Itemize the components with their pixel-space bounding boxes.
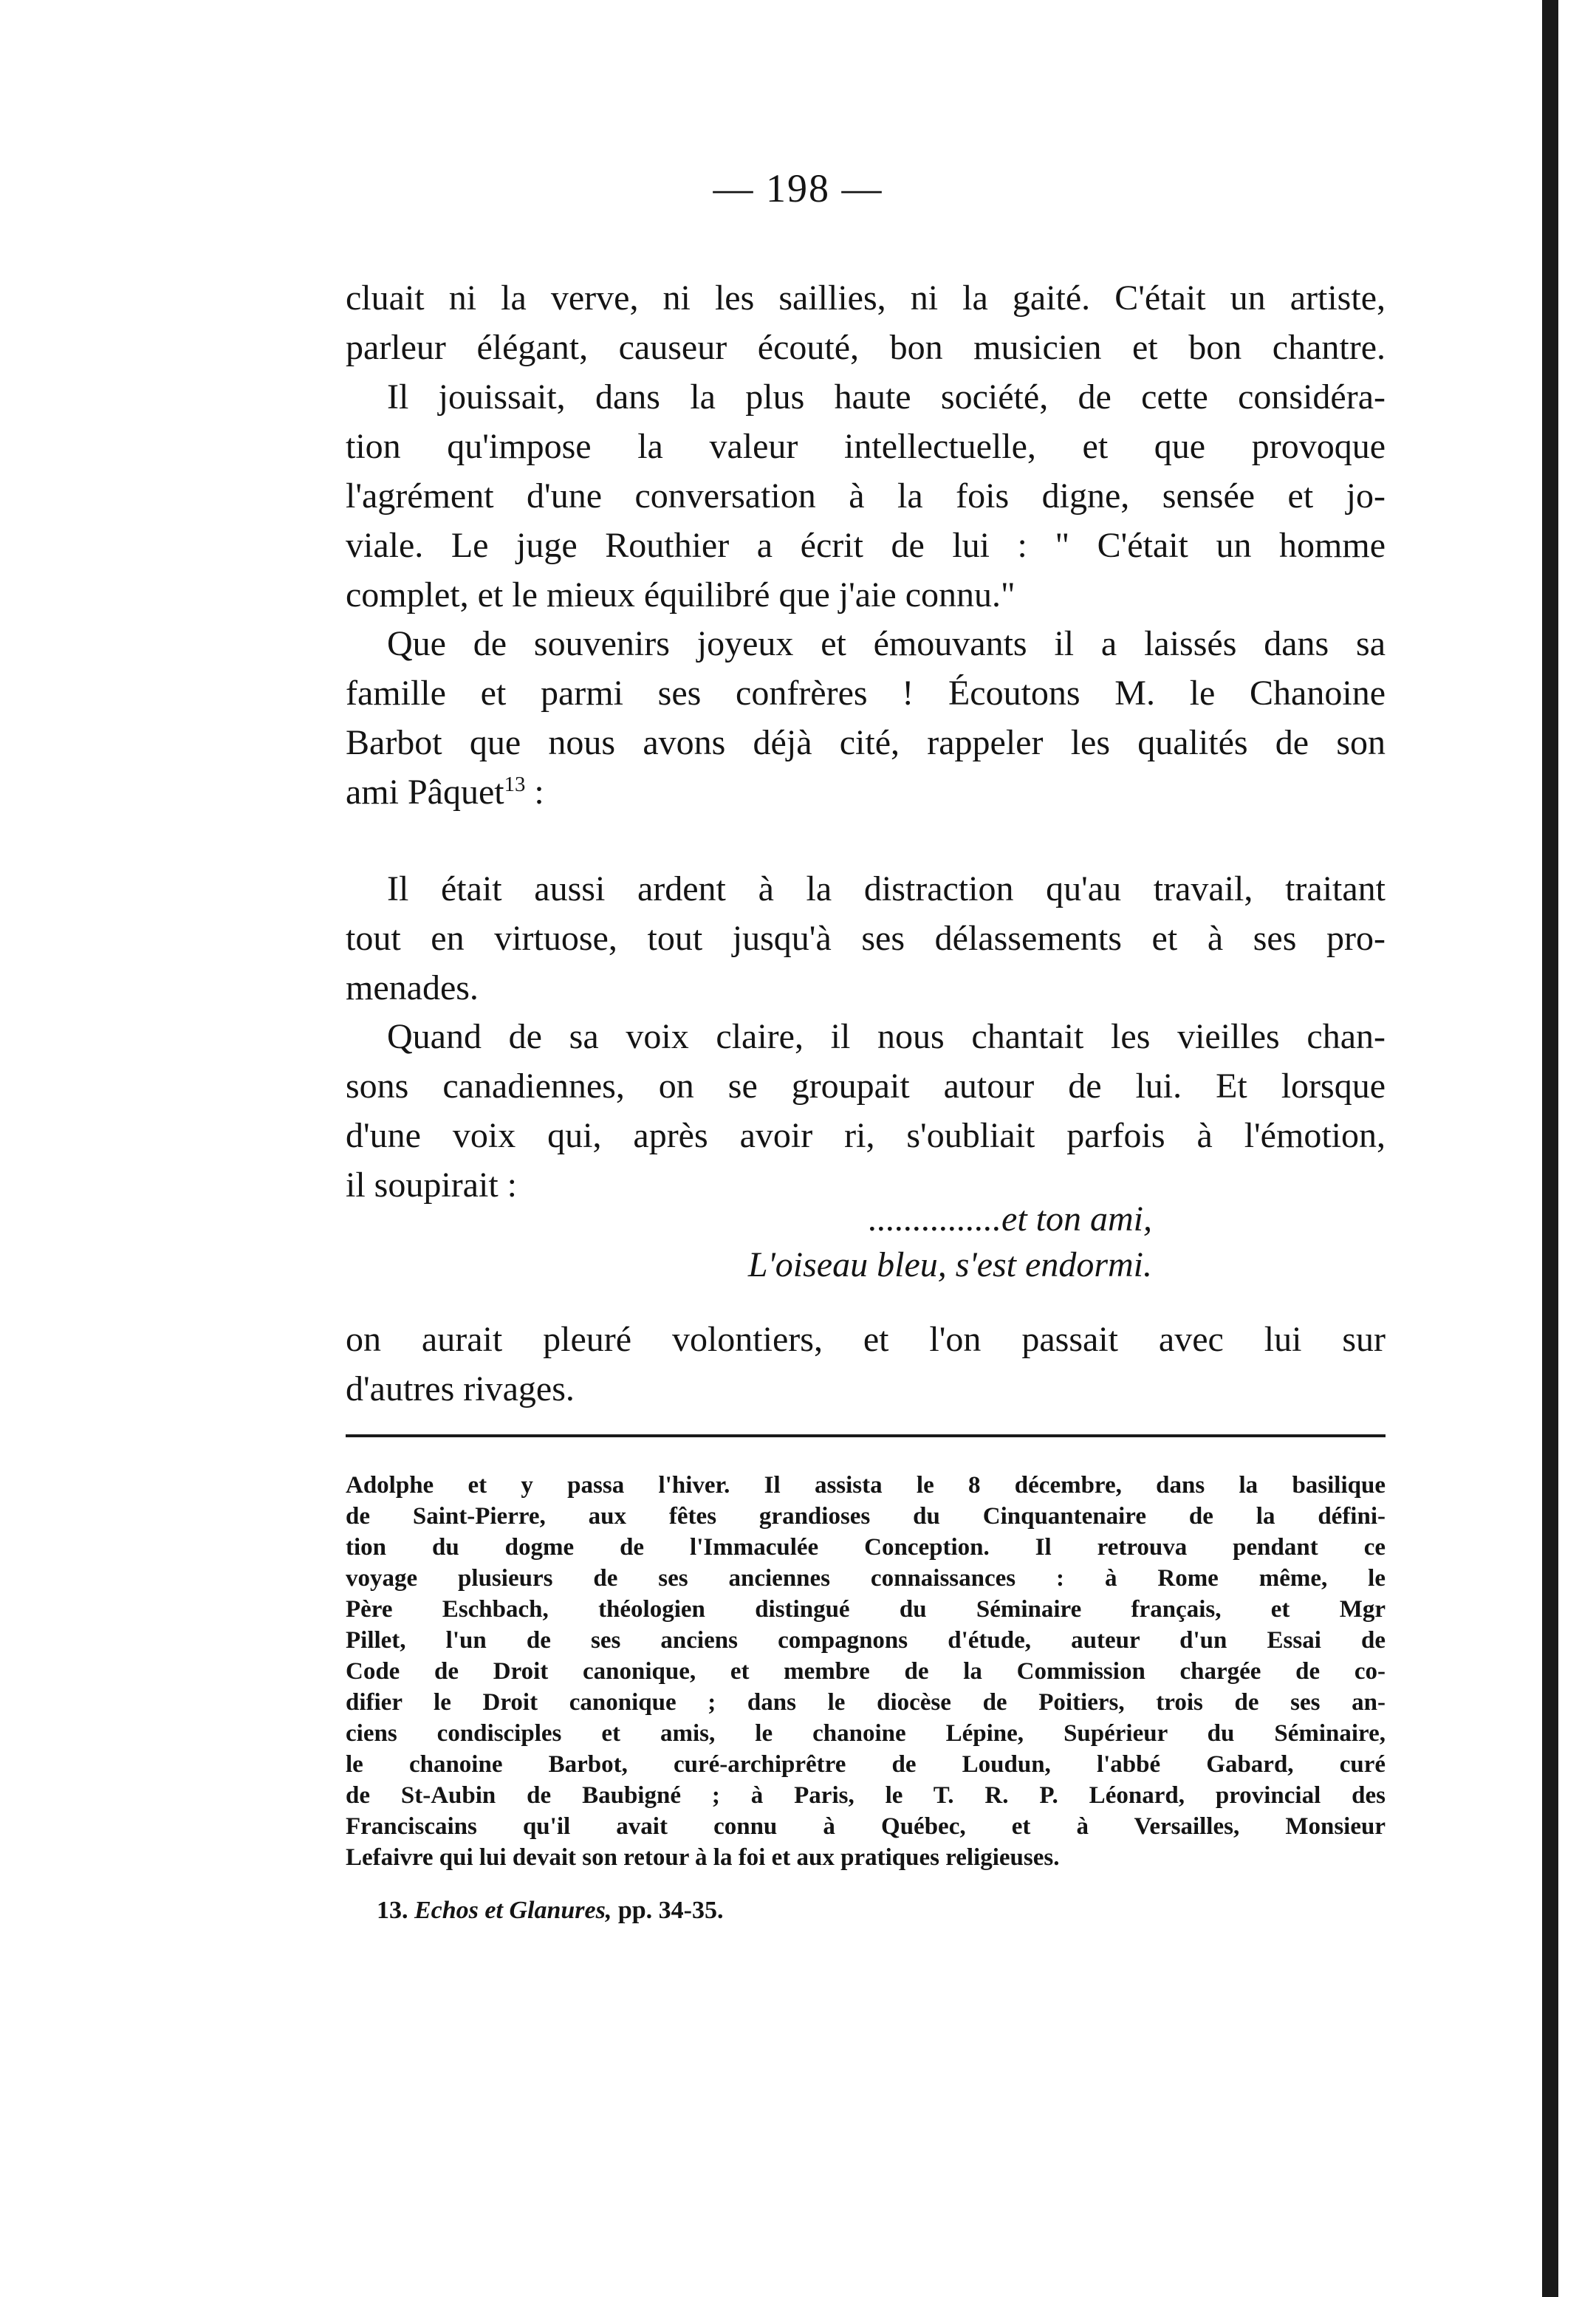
verse-line: L'oiseau bleu, s'est endormi. <box>747 1245 1152 1284</box>
text-fragment: ami Pâquet <box>346 773 504 812</box>
text-line: d'autres rivages. <box>346 1369 575 1408</box>
footnote-reference[interactable]: 13 <box>504 773 526 796</box>
footnote-line: Franciscains qu'il avait connu à Québec, et à Versailles, Monsieur <box>346 1813 1386 1840</box>
text-line: Que de souvenirs joyeux et émouvants il a laissés dans sa <box>387 624 1386 663</box>
text-line: parleur élégant, causeur écouté, bon musicien et bon chantre. <box>346 328 1386 367</box>
text-line: tout en virtuose, tout jusqu'à ses délassements et à ses pro- <box>346 919 1386 958</box>
page-edge-bar <box>1542 0 1558 2297</box>
text-line: famille et parmi ses confrères ! Écoutons M. le Chanoine <box>346 674 1386 713</box>
text-line: tion qu'impose la valeur intellectuelle, et que provoque <box>346 427 1386 466</box>
text-line: complet, et le mieux équilibré que j'aie connu." <box>346 575 1016 615</box>
footnote-line: difier le Droit canonique ; dans le diocèse de Poitiers, trois de ses an- <box>346 1689 1386 1716</box>
footnote-line: tion du dogme de l'Immaculée Conception. Il retrouva pendant ce <box>346 1534 1386 1561</box>
text-line: d'une voix qui, après avoir ri, s'oubliait parfois à l'émotion, <box>346 1116 1386 1155</box>
footnote-line: ciens condisciples et amis, le chanoine Lépine, Supérieur du Séminaire, <box>346 1720 1386 1747</box>
text-line: il soupirait : <box>346 1165 517 1205</box>
text-line <box>346 767 1386 817</box>
footnote-line: Père Eschbach, théologien distingué du Séminaire français, et Mgr <box>346 1596 1386 1623</box>
footnote-13 <box>377 1895 723 1926</box>
text-line: l'agrément d'une conversation à la fois digne, sensée et jo- <box>346 476 1386 516</box>
footnote-line: Lefaivre qui lui devait son retour à la foi et aux pratiques religieuses. <box>346 1844 1060 1871</box>
text-line: Barbot que nous avons déjà cité, rappeler les qualités de son <box>346 723 1386 762</box>
verse-line: ...............et ton ami, <box>869 1199 1152 1239</box>
text-line: cluait ni la verve, ni les saillies, ni la gaité. C'était un artiste, <box>346 278 1386 318</box>
text-fragment: : <box>525 773 544 812</box>
footnote-continued <box>346 1470 1386 1873</box>
footnote-separator <box>346 1434 1386 1437</box>
text-line: sons canadiennes, on se groupait autour de lui. Et lorsque <box>346 1067 1386 1106</box>
footnote-line: Adolphe et y passa l'hiver. Il assista le 8 décembre, dans la basilique <box>346 1472 1386 1499</box>
paragraph-2 <box>346 619 1386 817</box>
paragraph-1 <box>346 273 1386 620</box>
footnote-pages: pp. 34-35. <box>617 1897 724 1924</box>
footnote-line: voyage plusieurs de ses anciennes connaissances : à Rome même, le <box>346 1565 1386 1592</box>
text-line: Il était aussi ardent à la distraction qu'au travail, traitant <box>387 869 1386 908</box>
footnote-line: Code de Droit canonique, et membre de la Commission chargée de co- <box>346 1658 1386 1685</box>
quotation-paragraph-2 <box>346 1012 1386 1210</box>
text-line: menades. <box>346 968 479 1007</box>
quotation-paragraph-1 <box>346 864 1386 1013</box>
text-line: Il jouissait, dans la plus haute société, de cette considéra- <box>387 377 1386 417</box>
footnote-line: de St-Aubin de Baubigné ; à Paris, le T. R. P. Léonard, provincial des <box>346 1782 1386 1809</box>
text-line: Quand de sa voix claire, il nous chantait les vieilles chan- <box>387 1017 1386 1056</box>
page-number: — 198 — <box>713 166 883 210</box>
footnote-line: de Saint-Pierre, aux fêtes grandioses du Cinquantenaire de la défini- <box>346 1503 1386 1530</box>
footnote-line: Pillet, l'un de ses anciens compagnons d'étude, auteur d'un Essai de <box>346 1627 1386 1654</box>
text-line: on aurait pleuré volontiers, et l'on passait avec lui sur <box>346 1320 1386 1359</box>
footnote-source-title: Echos et Glanures, <box>414 1897 612 1924</box>
verse-quotation <box>591 1197 1152 1288</box>
text-line: viale. Le juge Routhier a écrit de lui : " C'était un homme <box>346 526 1386 565</box>
paragraph-after-verse <box>346 1315 1386 1414</box>
footnote-line: le chanoine Barbot, curé-archiprêtre de Loudun, l'abbé Gabard, curé <box>346 1751 1386 1778</box>
footnote-number: 13. <box>377 1897 408 1924</box>
